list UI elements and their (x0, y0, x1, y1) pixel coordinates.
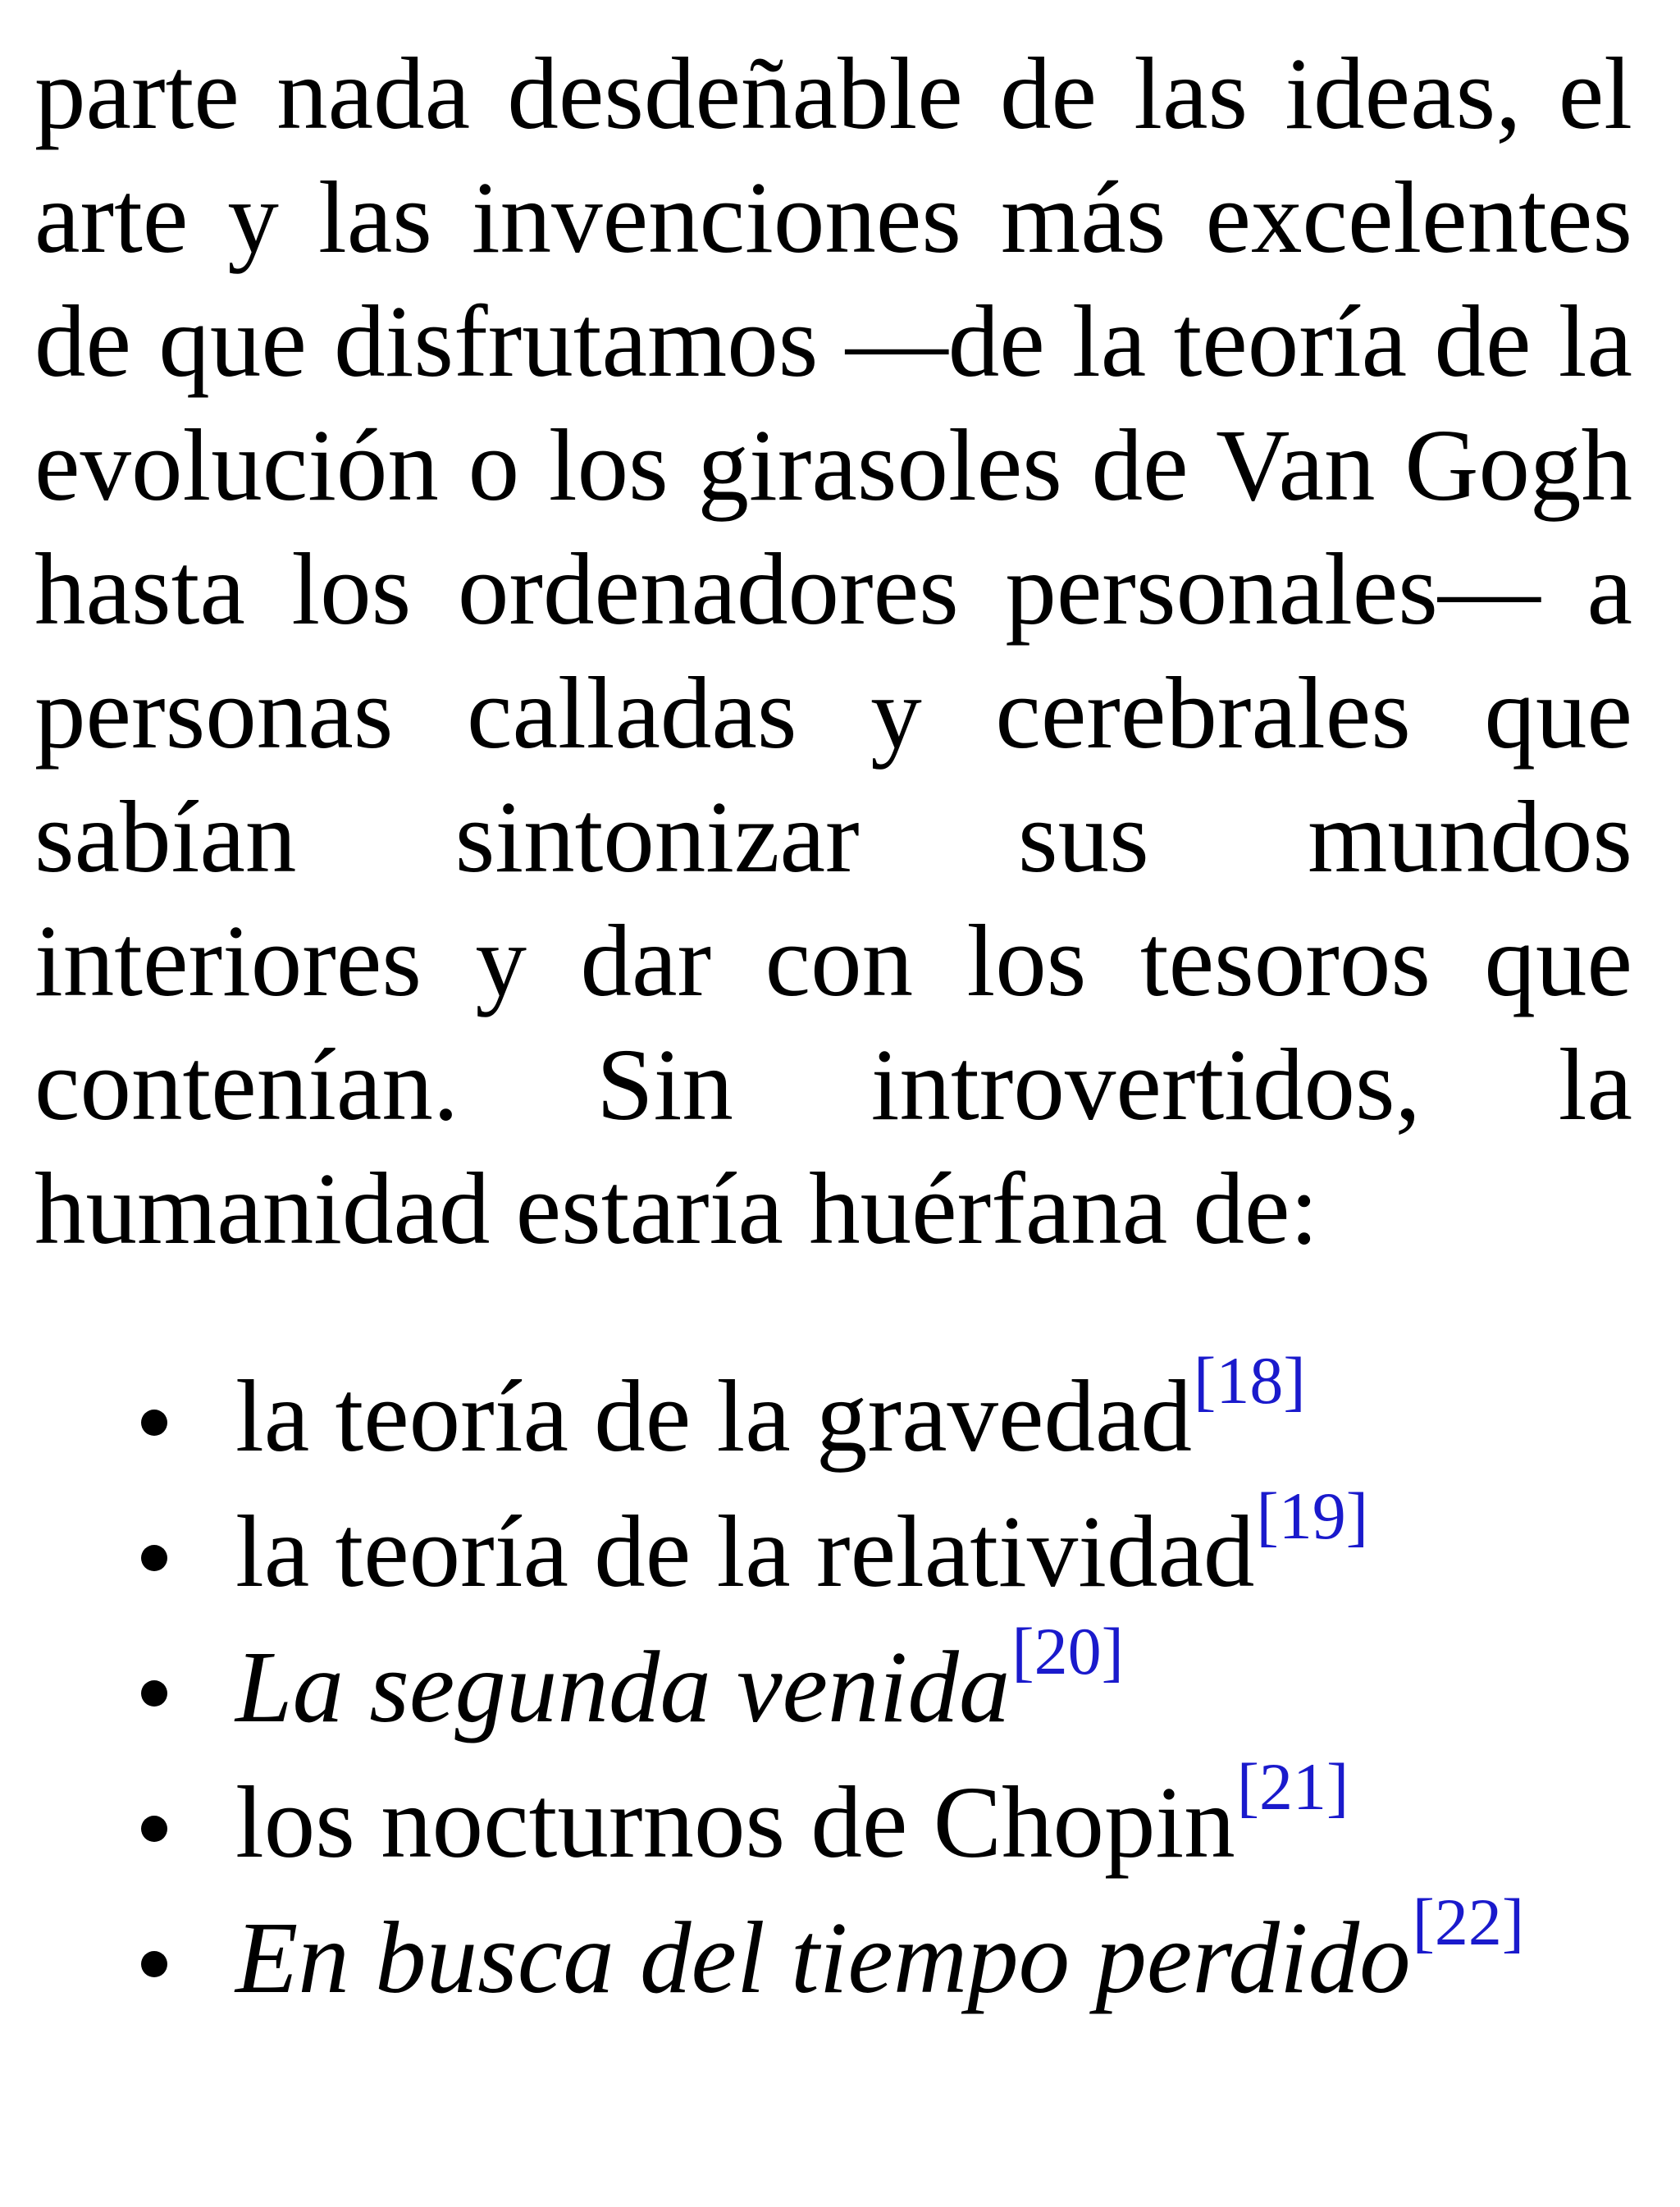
footnote-link-22[interactable]: [22] (1412, 1885, 1525, 1959)
list-item-text: la teoría de la relatividad (235, 1496, 1255, 1609)
bullet-icon (141, 1410, 167, 1436)
bullet-icon (141, 1816, 167, 1842)
list-item (34, 1749, 1593, 1891)
list-item (34, 1614, 1593, 1756)
footnote-link-21[interactable]: [21] (1236, 1749, 1349, 1824)
list-item (34, 1343, 1593, 1485)
bullet-icon (141, 1680, 167, 1707)
footnote-link-18[interactable]: [18] (1194, 1343, 1306, 1418)
bullet-icon (141, 1951, 167, 1977)
bullet-icon (141, 1545, 167, 1571)
footnote-link-20[interactable]: [20] (1011, 1614, 1124, 1688)
footnote-link-19[interactable]: [19] (1256, 1478, 1369, 1553)
list-item-text: los nocturnos de Chopin (235, 1766, 1235, 1880)
list-item (34, 1885, 1593, 2027)
works-list (34, 1343, 1593, 2027)
body-paragraph: parte nada desdeñable de las ideas, el arte y las invenciones más excelentes de que disfrutamos —de la teoría de la evolución o los girasoles de Van Gogh hasta los ordenadores personales— a personas calladas y cerebrales que sabían sintonizar sus mundos interiores y dar con los tesoros que contenían. Sin introvertidos, la humanidad estaría huérfana de: (34, 38, 1632, 1266)
list-item-text: La segunda venida (235, 1631, 1011, 1744)
list-item-text: En busca del tiempo perdido (235, 1902, 1411, 2015)
list-item (34, 1478, 1593, 1620)
page-body (34, 33, 1632, 1272)
list-item-text: la teoría de la gravedad (235, 1360, 1193, 1474)
